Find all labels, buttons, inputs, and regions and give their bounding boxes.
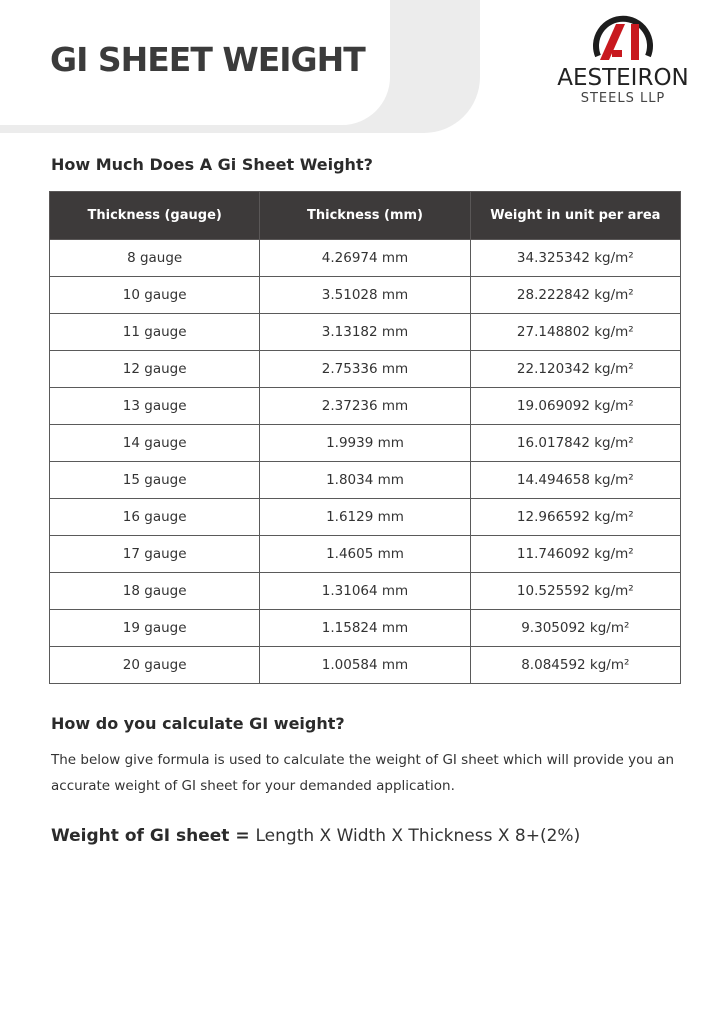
- cell-gauge: 13 gauge: [50, 388, 260, 425]
- cell-gauge: 14 gauge: [50, 425, 260, 462]
- column-header-weight: Weight in unit per area: [470, 192, 680, 240]
- table-row: [50, 351, 681, 388]
- cell-gauge: 19 gauge: [50, 610, 260, 647]
- cell-weight: 11.746092 kg/m²: [470, 536, 680, 573]
- cell-weight: 12.966592 kg/m²: [470, 499, 680, 536]
- gi-weight-table: [49, 191, 681, 684]
- table-row: [50, 573, 681, 610]
- cell-thickness-mm: 2.75336 mm: [260, 351, 470, 388]
- column-header-mm: Thickness (mm): [260, 192, 470, 240]
- cell-thickness-mm: 3.51028 mm: [260, 277, 470, 314]
- table-row: [50, 499, 681, 536]
- table-row: [50, 462, 681, 499]
- weight-formula: [51, 826, 580, 846]
- table-row: [50, 647, 681, 684]
- cell-weight: 16.017842 kg/m²: [470, 425, 680, 462]
- company-logo: [548, 10, 698, 110]
- cell-gauge: 20 gauge: [50, 647, 260, 684]
- table-row: [50, 240, 681, 277]
- cell-gauge: 15 gauge: [50, 462, 260, 499]
- cell-weight: 8.084592 kg/m²: [470, 647, 680, 684]
- cell-gauge: 10 gauge: [50, 277, 260, 314]
- calculation-section-heading: How do you calculate GI weight?: [51, 714, 345, 733]
- table-row: [50, 610, 681, 647]
- table-row: [50, 425, 681, 462]
- table-row: [50, 388, 681, 425]
- cell-weight: 34.325342 kg/m²: [470, 240, 680, 277]
- cell-thickness-mm: 1.00584 mm: [260, 647, 470, 684]
- table-header-row: [50, 192, 681, 240]
- cell-weight: 9.305092 kg/m²: [470, 610, 680, 647]
- cell-thickness-mm: 1.4605 mm: [260, 536, 470, 573]
- cell-weight: 27.148802 kg/m²: [470, 314, 680, 351]
- calculation-description: The below give formula is used to calculate the weight of GI sheet which will provide you an accurate weight of GI sheet for your demanded application.: [51, 752, 675, 794]
- logo-company-name: AESTEIRON: [557, 65, 689, 91]
- table-section-heading: How Much Does A Gi Sheet Weight?: [51, 155, 373, 174]
- cell-weight: 22.120342 kg/m²: [470, 351, 680, 388]
- cell-gauge: 16 gauge: [50, 499, 260, 536]
- cell-weight: 28.222842 kg/m²: [470, 277, 680, 314]
- cell-gauge: 8 gauge: [50, 240, 260, 277]
- cell-thickness-mm: 1.31064 mm: [260, 573, 470, 610]
- cell-gauge: 18 gauge: [50, 573, 260, 610]
- cell-thickness-mm: 3.13182 mm: [260, 314, 470, 351]
- cell-gauge: 11 gauge: [50, 314, 260, 351]
- cell-gauge: 12 gauge: [50, 351, 260, 388]
- formula-expression: Length X Width X Thickness X 8+(2%): [255, 826, 581, 846]
- logo-mark-icon: [548, 10, 698, 70]
- cell-gauge: 17 gauge: [50, 536, 260, 573]
- cell-weight: 14.494658 kg/m²: [470, 462, 680, 499]
- cell-thickness-mm: 1.6129 mm: [260, 499, 470, 536]
- cell-weight: 19.069092 kg/m²: [470, 388, 680, 425]
- page-title: GI SHEET WEIGHT: [50, 40, 365, 79]
- table-row: [50, 536, 681, 573]
- table-row: [50, 314, 681, 351]
- logo-company-subtitle: STEELS LLP: [580, 91, 666, 106]
- cell-thickness-mm: 1.9939 mm: [260, 425, 470, 462]
- cell-thickness-mm: 1.15824 mm: [260, 610, 470, 647]
- cell-thickness-mm: 4.26974 mm: [260, 240, 470, 277]
- table-row: [50, 277, 681, 314]
- column-header-gauge: Thickness (gauge): [50, 192, 260, 240]
- cell-thickness-mm: 2.37236 mm: [260, 388, 470, 425]
- cell-thickness-mm: 1.8034 mm: [260, 462, 470, 499]
- cell-weight: 10.525592 kg/m²: [470, 573, 680, 610]
- formula-label: Weight of GI sheet =: [51, 826, 256, 846]
